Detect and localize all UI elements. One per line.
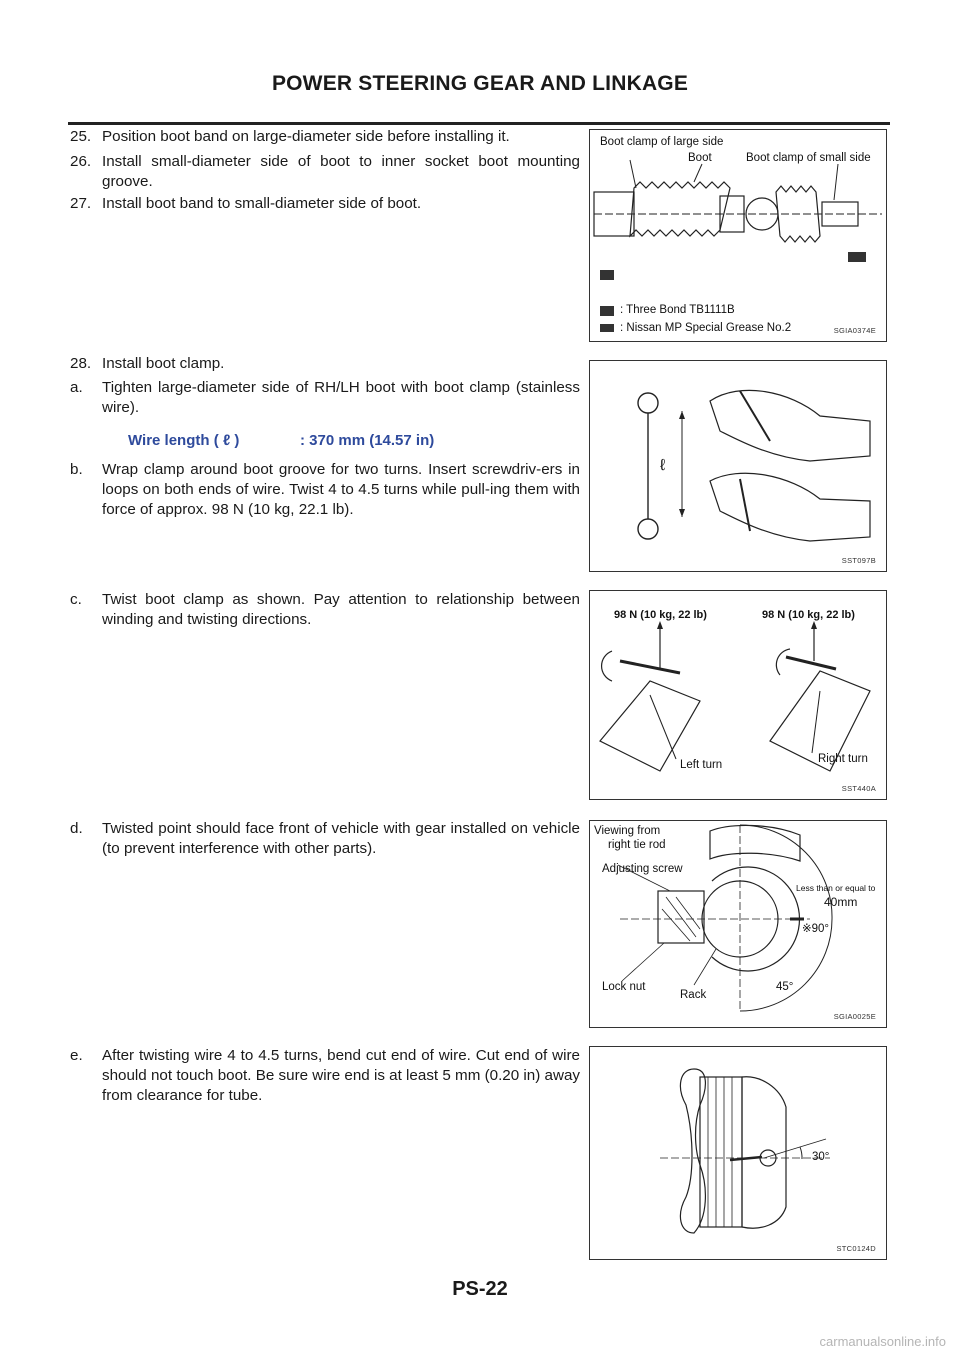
label-40mm: 40mm (824, 895, 858, 909)
label-boot: Boot (688, 152, 712, 164)
step-letter: c. (70, 591, 82, 608)
figure-boot-clamps (589, 129, 887, 342)
step-b (70, 460, 580, 520)
figure-code: SGIA0025E (833, 1012, 876, 1021)
figure-twisted-point (589, 820, 887, 1028)
wire-diagram (590, 361, 887, 572)
legend-grease: : Nissan MP Special Grease No.2 (620, 322, 792, 334)
step-text: Twisted point should face front of vehicle with gear installed on vehicle (to prevent interference with other parts). (102, 820, 580, 857)
step-text: Install boot clamp. (102, 355, 225, 372)
step-number: 25. (70, 128, 92, 145)
step-27 (70, 194, 570, 214)
step-c (70, 590, 580, 630)
figure-twisting-direction (589, 590, 887, 800)
step-letter: d. (70, 820, 83, 837)
step-a (70, 378, 580, 418)
step-letter: e. (70, 1047, 83, 1064)
legend-three-bond: : Three Bond TB1111B (620, 304, 735, 316)
label-clamp-small: Boot clamp of small side (746, 152, 871, 164)
step-number: 26. (70, 153, 92, 170)
wire-end-diagram (590, 1047, 887, 1260)
label-angle-90: ※90° (802, 923, 830, 935)
step-e (70, 1046, 580, 1106)
watermark: carmanualsonline.info (819, 1334, 946, 1349)
orientation-diagram (590, 821, 887, 1028)
label-angle-45: 45° (776, 981, 794, 993)
step-number: 28. (70, 355, 92, 372)
label-lock-nut: Lock nut (602, 981, 646, 993)
step-text: Twist boot clamp as shown. Pay attention to relationship between winding and twisting directions. (102, 591, 580, 628)
step-letter: b. (70, 461, 83, 478)
step-25 (70, 127, 570, 147)
spec-label: Wire length ( ℓ ) (128, 432, 240, 449)
label-rack: Rack (680, 989, 707, 1001)
label-right-tie-rod: right tie rod (608, 839, 666, 851)
figure-code: SST097B (841, 556, 876, 565)
figure-wire-length (589, 360, 887, 572)
label-left-turn: Left turn (680, 759, 723, 771)
step-letter: a. (70, 379, 83, 396)
step-text: Wrap clamp around boot groove for two turns. Insert screwdriv-ers in loops on both ends of wire. Twist 4 to 4.5 turns while pull-ing them with force of approx. 98 N (10 kg, 22.1 lb). (102, 461, 580, 518)
twist-diagram (590, 591, 887, 800)
force-label-left: 98 N (10 kg, 22 lb) (614, 609, 707, 621)
step-number: 27. (70, 195, 92, 212)
figure-wire-end (589, 1046, 887, 1260)
figure-code: SGIA0374E (833, 326, 876, 335)
step-text: Tighten large-diameter side of RH/LH boot with boot clamp (stainless wire). (102, 379, 580, 416)
label-angle-30: 30° (812, 1151, 830, 1163)
step-text: After twisting wire 4 to 4.5 turns, bend cut end of wire. Cut end of wire should not touch boot. Be sure wire end is at least 5 mm (0.20 in) away from clearance for tube. (102, 1047, 580, 1104)
step-d (70, 819, 580, 859)
step-text: Position boot band on large-diameter side before installing it. (102, 128, 510, 145)
page-title: POWER STEERING GEAR AND LINKAGE (271, 72, 689, 95)
spec-value: : 370 mm (14.57 in) (300, 432, 435, 449)
figure-code: STC0124D (836, 1244, 876, 1253)
force-label-right: 98 N (10 kg, 22 lb) (762, 609, 855, 621)
figure-code: SST440A (841, 784, 876, 793)
step-text: Install small-diameter side of boot to inner socket boot mounting groove. (102, 153, 580, 190)
step-text: Install boot band to small-diameter side of boot. (102, 195, 422, 212)
label-right-turn: Right turn (818, 753, 868, 765)
label-viewing-from: Viewing from (594, 825, 661, 837)
label-adjusting-screw: Adjusting screw (602, 863, 683, 875)
label-clamp-large: Boot clamp of large side (600, 136, 724, 148)
page-number: PS-22 (452, 1278, 508, 1300)
wire-symbol: ℓ (660, 457, 666, 474)
step-28 (70, 354, 570, 374)
title-rule (68, 122, 890, 125)
step-26 (70, 152, 580, 192)
label-less-than: Less than or equal to (796, 883, 876, 893)
